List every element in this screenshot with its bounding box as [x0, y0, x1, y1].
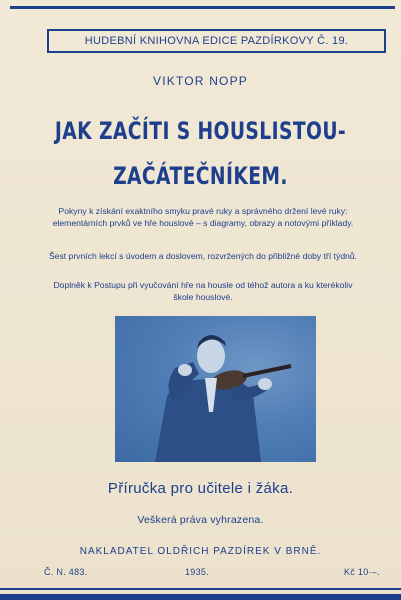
violinist-photo — [115, 316, 316, 462]
publication-year: 1935. — [185, 567, 210, 577]
head-shape — [197, 339, 225, 373]
title-line-2: ZAČÁTEČNÍKEM. — [113, 162, 288, 190]
violinist-illustration — [115, 316, 316, 462]
series-text: HUDEBNÍ KNIHOVNA EDICE PAZDÍRKOVY Č. 19. — [84, 35, 349, 47]
violin-neck — [243, 366, 291, 376]
rights-notice: Veškerá práva vyhrazena. — [137, 514, 264, 526]
author-name: VIKTOR NOPP — [153, 74, 248, 88]
title-line-1: JAK ZAČÍTI S HOUSLISTOU- — [54, 117, 347, 145]
left-hand-shape — [178, 364, 192, 376]
bottom-rule-thick — [0, 594, 401, 600]
subtitle: Příručka pro učitele i žáka. — [107, 480, 294, 497]
publisher: NAKLADATEL OLDŘICH PAZDÍREK V BRNĚ. — [79, 546, 322, 557]
description-paragraph-3: Doplněk k Postupu při vyučování hře na housle od téhož autora a ku kterékoliv škole houslové. — [53, 280, 353, 302]
description-paragraph-1: Pokyny k získání exaktního smyku pravé ruky a správného držení levé ruky: elementárních prvků ve hře houslové – s diagramy, obrazy a notovými příklady. — [52, 206, 354, 228]
series-label — [47, 29, 386, 53]
catalog-number: Č. N. 483. — [44, 567, 88, 577]
description-paragraph-2: Šest prvních lekcí s úvodem a doslovem, rozvržených do přibližné doby tří týdnů. — [48, 251, 358, 261]
price: Kč 10·–. — [344, 567, 380, 577]
top-rule — [10, 6, 395, 9]
bottom-rule-thin — [0, 588, 401, 590]
right-hand-shape — [258, 378, 272, 390]
